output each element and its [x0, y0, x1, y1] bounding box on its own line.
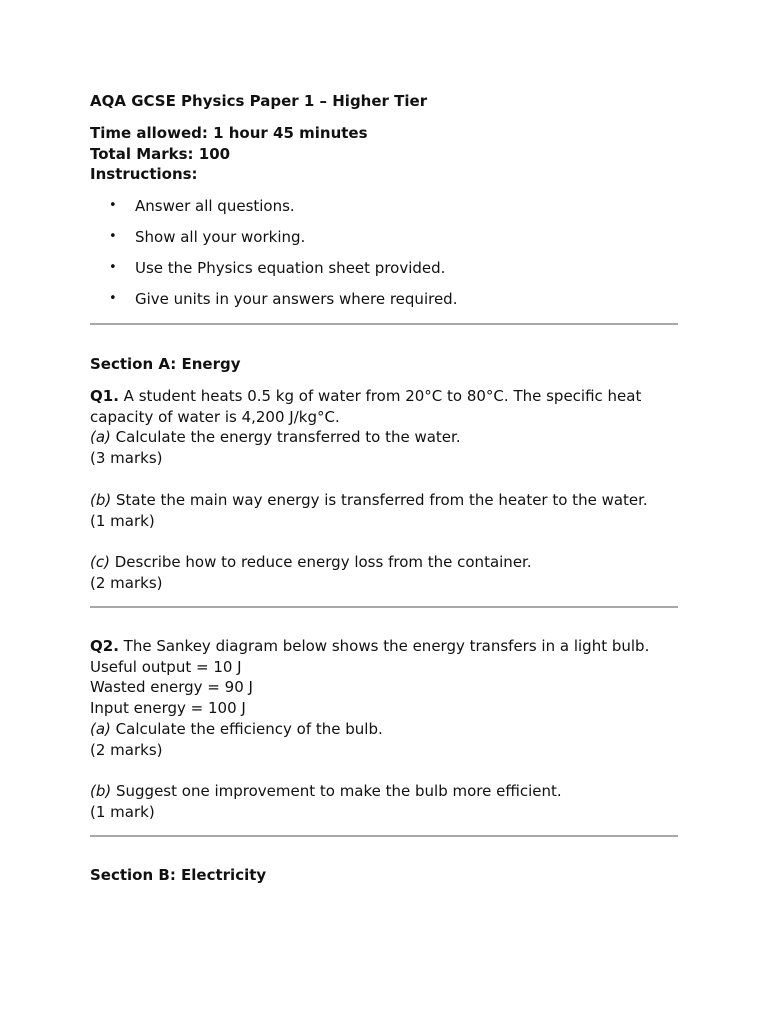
q2a-text: Calculate the efficiency of the bulb.	[110, 719, 383, 738]
list-item: • Use the Physics equation sheet provided.	[109, 259, 446, 278]
q2a-marks: (2 marks)	[90, 740, 163, 759]
q1b-label: (b)	[90, 490, 112, 509]
q2b-label: (b)	[90, 782, 112, 801]
q1b-marks: (1 mark)	[90, 511, 155, 530]
question-1	[90, 386, 678, 594]
q2b-text: Suggest one improvement to make the bulb more efficient.	[111, 782, 562, 801]
bullet-icon: •	[109, 229, 117, 245]
q2-input-energy: Input energy = 100 J	[90, 699, 246, 718]
q1c-label: (c)	[90, 553, 110, 572]
paper-title: AQA GCSE Physics Paper 1 – Higher Tier	[90, 92, 428, 110]
section-b-title: Section B: Electricity	[90, 865, 267, 884]
q1a-label: (a)	[90, 428, 111, 447]
question-2	[90, 636, 678, 823]
q1-label: Q1.	[90, 386, 119, 405]
paper-meta	[90, 123, 678, 185]
q2-label: Q2.	[90, 636, 119, 655]
q2-stem: The Sankey diagram below shows the energy transfers in a light bulb.	[118, 636, 650, 655]
q2b-marks: (1 mark)	[90, 803, 155, 822]
q2-wasted-energy: Wasted energy = 90 J	[90, 678, 253, 697]
q1c-marks: (2 marks)	[90, 573, 163, 592]
q2-useful-output: Useful output = 10 J	[90, 657, 242, 676]
document-body	[90, 91, 678, 897]
instructions-list	[90, 196, 678, 310]
bullet-icon: •	[109, 291, 117, 307]
q1a-text: Calculate the energy transferred to the water.	[110, 428, 461, 447]
q2a-label: (a)	[90, 719, 111, 738]
list-item: • Give units in your answers where required.	[109, 290, 458, 309]
list-item: • Show all your working.	[109, 228, 306, 247]
list-item: • Answer all questions.	[109, 197, 295, 216]
bullet-icon: •	[109, 260, 117, 276]
q1c-text: Describe how to reduce energy loss from the container.	[109, 553, 532, 572]
q1-stem: A student heats 0.5 kg of water from 20°C to 80°C. The specific heat	[118, 386, 642, 405]
total-marks: Total Marks: 100	[90, 144, 231, 163]
bullet-icon: •	[109, 198, 117, 214]
time-allowed: Time allowed: 1 hour 45 minutes	[90, 123, 368, 142]
q1b-text: State the main way energy is transferred from the heater to the water.	[111, 490, 648, 509]
instructions-label: Instructions:	[90, 165, 198, 184]
q1-stem-cont: capacity of water is 4,200 J/kg°C.	[90, 407, 340, 426]
section-a-title: Section A: Energy	[90, 354, 241, 373]
q1a-marks: (3 marks)	[90, 449, 163, 468]
